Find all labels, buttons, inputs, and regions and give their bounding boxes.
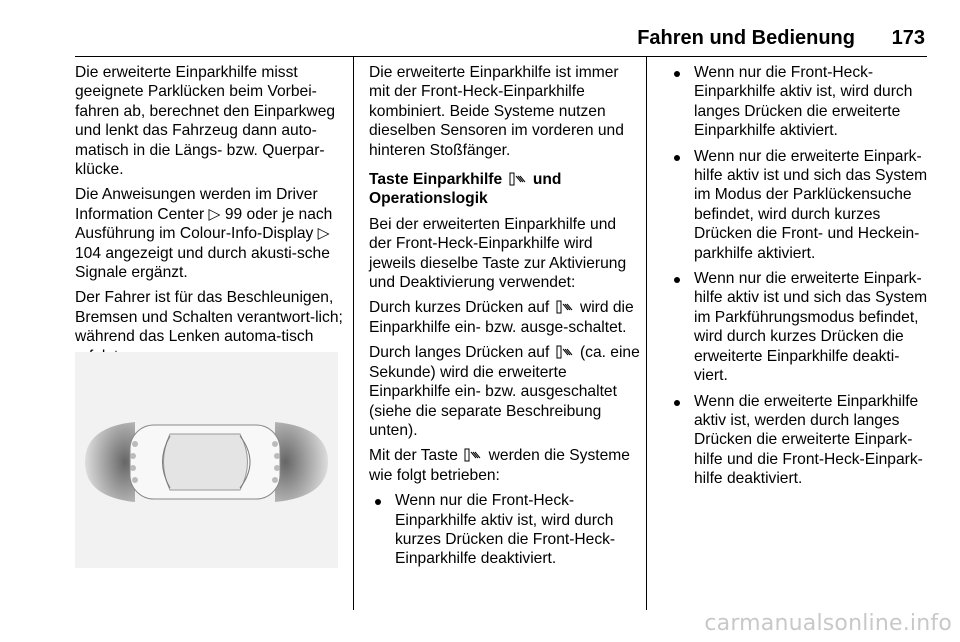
text-run: Die Anweisungen werden im Driver Information Center [75,186,318,223]
middle-paragraph-5 [369,446,641,485]
bullet-dot-icon [674,277,680,283]
left-paragraph-2 [75,185,345,282]
list-item [369,491,641,569]
bullet-dot-icon [375,499,381,505]
column-right [668,63,928,495]
bullet-dot-icon [674,155,680,161]
text-run: (ca. eine Sekunde) wird die erweiterte Einparkhilfe ein- bzw. ausgeschaltet (siehe die separate Beschreibung unten). [369,344,640,439]
list-item-text: Wenn nur die erweiterte Einpark-hilfe aktiv ist und sich das System im Parkführungsmodus befindet, wird durch kurzes Drücken die erweiterte Einparkhilfe deakti-viert. [694,270,928,385]
car-sensor-diagram [75,352,338,568]
bullet-dot-icon [674,400,680,406]
page-reference[interactable]: 104 [75,244,102,262]
section-heading [369,170,641,209]
list-item [668,147,928,263]
section-title: Fahren und Bedienung [637,27,855,49]
bullet-dot-icon [674,71,680,77]
park-assist-icon [464,448,482,462]
text-run: Taste Einparkhilfe [369,171,503,189]
list-item-text: Wenn nur die Front-Heck-Einparkhilfe aktiv ist, wird durch langes Drücken die erweiterte Einparkhilfe aktiviert. [694,64,913,140]
left-paragraph-1: Die erweiterte Einparkhilfe misst geeignete Parklücken beim Vorbei-fahren ab, berechnet den Einparkweg und lenkt das Fahrzeug dann auto-matisch in die Längs- bzw. Querpar-klücke. [75,64,336,179]
text-run: und Operationslogik [369,171,562,208]
front-sensor-zone [275,422,328,502]
text-run: werden die Systeme wie folgt betrieben: [369,447,630,484]
column-divider-left [353,56,354,610]
park-assist-icon [509,172,527,186]
left-paragraph-3: Der Fahrer ist für das Beschleunigen, Bremsen und Schalten verantwort-lich; während das Lenken automa-tisch [75,289,343,346]
middle-bullet-list [369,491,641,569]
park-assist-icon [556,300,574,314]
car-roof [164,434,248,490]
middle-paragraph-2: Bei der erweiterten Einparkhilfe und der Front-Heck-Einparkhilfe wird jeweils dieselbe Taste zur Aktivierung und Deaktivierung verwendet: [369,215,627,292]
middle-paragraph-3 [369,298,641,337]
list-item [668,63,928,141]
list-item [668,392,928,489]
text-run: Mit der Taste [369,447,458,465]
list-item-text: Wenn nur die Front-Heck-Einparkhilfe aktiv ist, wird durch kurzes Drücken die Front-Heck-Einparkhilfe deaktiviert. [395,492,616,568]
middle-paragraph-1: Die erweiterte Einparkhilfe ist immer mit der Front-Heck-Einparkhilfe kombiniert. Beide Systeme nutzen dieselben Sensoren im vorderen und hinteren Stoßfänger. [369,64,624,159]
text-run: angezeigt und durch akusti-sche Signale ergänzt. [75,244,330,282]
column-divider-right [646,56,647,610]
park-assist-illustration [75,352,338,568]
list-item-text: Wenn nur die erweiterte Einpark-hilfe aktiv ist und sich das System im Modus der Parklückensuche befindet, wird durch kurzes Drücken die Front- und Heckein-parkhilfe aktiviert. [694,147,928,262]
list-item [668,269,928,385]
triangle-ref-icon: ▷ [208,205,221,223]
text-run: wird die Einparkhilfe ein- bzw. ausge-schaltet. [369,299,634,336]
park-assist-icon [556,345,574,359]
right-bullet-list [668,63,928,489]
text-run: Durch langes Drücken auf [369,344,550,362]
page-reference[interactable]: 99 [224,205,243,223]
text-run: Durch kurzes Drücken auf [369,299,550,317]
list-item-text: Wenn die erweiterte Einparkhilfe aktiv ist, werden durch langes Drücken die erweiterte Einpark-hilfe und die Front-Heck-Einpark-hilfe deaktiviert. [694,392,923,488]
text-run: oder je nach Ausführung im Colour-Info-Display [75,205,333,243]
middle-paragraph-4 [369,343,641,440]
triangle-ref-icon: ▷ [317,225,330,243]
page-header [75,27,927,53]
rear-sensor-zone [85,422,135,502]
watermark: carmanualsonline.info [704,611,952,636]
column-left [75,63,345,372]
header-rule [75,56,927,57]
page-number: 173 [891,27,925,49]
column-middle [369,63,641,575]
